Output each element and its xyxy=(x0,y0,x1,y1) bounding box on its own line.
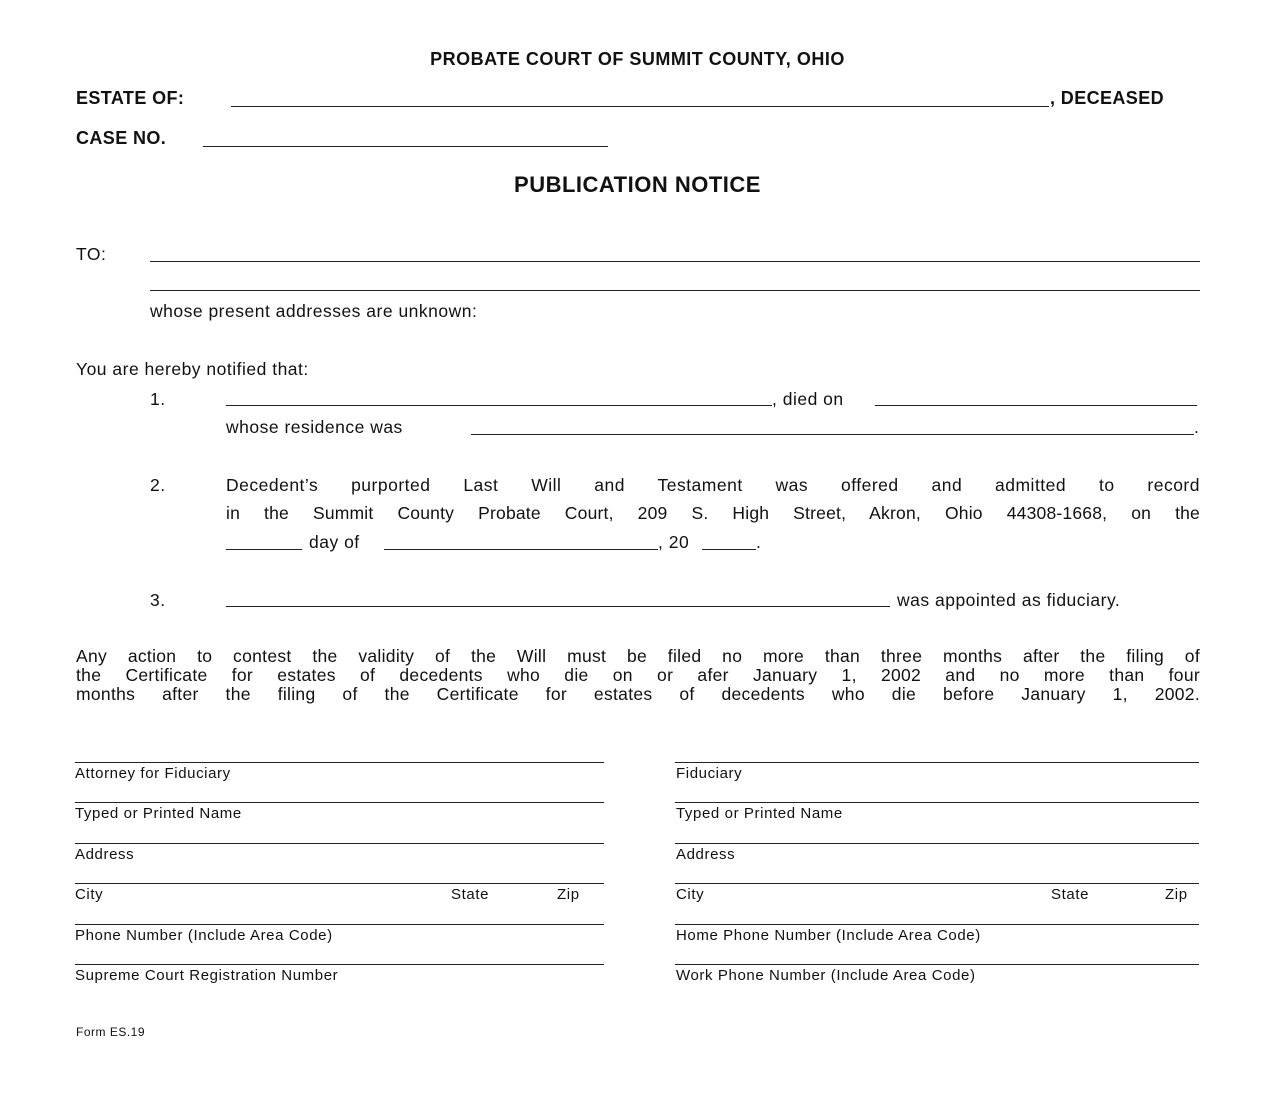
home-phone-line[interactable] xyxy=(675,924,1199,925)
fiduciary-city-line[interactable] xyxy=(675,883,1199,884)
decedent-name-line xyxy=(226,405,772,406)
to-field-1[interactable] xyxy=(150,241,1200,261)
year-line xyxy=(702,549,756,550)
attorney-phone-line[interactable] xyxy=(75,924,604,925)
estate-name-line xyxy=(231,106,1049,107)
died-on-label: , died on xyxy=(772,389,844,409)
attorney-name-line[interactable] xyxy=(75,802,604,803)
deceased-label: , DECEASED xyxy=(1050,88,1165,108)
court-title: PROBATE COURT OF SUMMIT COUNTY, OHIO xyxy=(430,49,845,69)
case-no-field[interactable] xyxy=(203,126,608,146)
attorney-city-line[interactable] xyxy=(75,883,604,884)
case-no-label: CASE NO. xyxy=(76,128,167,148)
fiduciary-name-line xyxy=(226,606,890,607)
attorney-state-label: State xyxy=(451,886,490,903)
attorney-zip-label: Zip xyxy=(557,886,580,903)
attorney-name-label: Typed or Printed Name xyxy=(75,805,242,822)
page-title: PUBLICATION NOTICE xyxy=(514,172,761,197)
day-line xyxy=(226,549,302,550)
to-line-2 xyxy=(150,290,1200,291)
item-1-number: 1. xyxy=(150,389,166,409)
year-field[interactable] xyxy=(702,529,756,549)
will-text-line-1: Decedent’s purported Last Will and Testament was offered and admitted to record xyxy=(226,475,1200,495)
appointed-text: was appointed as fiduciary. xyxy=(897,590,1121,610)
attorney-city-label: City xyxy=(75,886,104,903)
to-field-2[interactable] xyxy=(150,270,1200,290)
home-phone-label: Home Phone Number (Include Area Code) xyxy=(676,927,981,944)
work-phone-line[interactable] xyxy=(675,964,1199,965)
contest-line-3: months after the filing of the Certificate for estates of decedents who die before January 1, 2002. xyxy=(76,684,1200,704)
fiduciary-zip-label: Zip xyxy=(1165,886,1188,903)
registration-line[interactable] xyxy=(75,964,604,965)
to-line-1 xyxy=(150,261,1200,262)
fiduciary-state-label: State xyxy=(1051,886,1090,903)
item-3-number: 3. xyxy=(150,590,166,610)
year-period: . xyxy=(756,532,762,552)
fiduciary-signature-line[interactable] xyxy=(675,762,1199,763)
year-prefix: , 20 xyxy=(658,532,690,552)
attorney-signature-line[interactable] xyxy=(75,762,604,763)
death-date-line xyxy=(875,405,1197,406)
month-line xyxy=(384,549,658,550)
month-field[interactable] xyxy=(384,529,658,549)
to-label: TO: xyxy=(76,244,107,264)
registration-label: Supreme Court Registration Number xyxy=(75,967,339,984)
decedent-name-field[interactable] xyxy=(226,385,772,405)
form-id: Form ES.19 xyxy=(76,1025,146,1039)
will-text-line-2: in the Summit County Probate Court, 209 S. High Street, Akron, Ohio 44308-1668, on the xyxy=(226,503,1200,523)
attorney-label: Attorney for Fiduciary xyxy=(75,765,231,782)
fiduciary-address-label: Address xyxy=(676,846,736,863)
attorney-address-line[interactable] xyxy=(75,843,604,844)
day-of-label: day of xyxy=(309,532,360,552)
estate-label: ESTATE OF: xyxy=(76,88,185,108)
fiduciary-address-line[interactable] xyxy=(675,843,1199,844)
attorney-phone-label: Phone Number (Include Area Code) xyxy=(75,927,333,944)
residence-line xyxy=(471,434,1194,435)
fiduciary-city-label: City xyxy=(676,886,705,903)
residence-label: whose residence was xyxy=(226,417,403,437)
estate-name-field[interactable] xyxy=(231,86,1049,106)
day-field[interactable] xyxy=(226,529,302,549)
contest-line-1: Any action to contest the validity of the Will must be filed no more than three months after the filing of xyxy=(76,646,1200,666)
attorney-address-label: Address xyxy=(75,846,135,863)
notice-intro: You are hereby notified that: xyxy=(76,359,309,379)
work-phone-label: Work Phone Number (Include Area Code) xyxy=(676,967,976,984)
fiduciary-label: Fiduciary xyxy=(676,765,743,782)
item-2-number: 2. xyxy=(150,475,166,495)
fiduciary-name-label: Typed or Printed Name xyxy=(676,805,843,822)
death-date-field[interactable] xyxy=(875,385,1197,405)
residence-field[interactable] xyxy=(471,414,1194,434)
case-no-line xyxy=(203,146,608,147)
addresses-unknown-text: whose present addresses are unknown: xyxy=(150,301,478,321)
residence-period: . xyxy=(1194,417,1200,437)
contest-line-2: the Certificate for estates of decedents who die on or afer January 1, 2002 and no more than four xyxy=(76,665,1200,685)
fiduciary-typed-name-line[interactable] xyxy=(675,802,1199,803)
fiduciary-name-field[interactable] xyxy=(226,586,890,606)
